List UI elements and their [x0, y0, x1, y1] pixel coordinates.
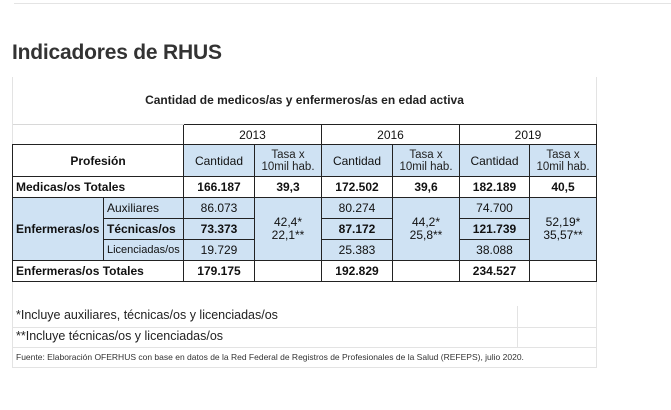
gridline — [12, 347, 597, 348]
rate-line1: Tasa x — [409, 148, 443, 161]
column-header-row — [13, 145, 597, 177]
enf-rate-line2: 22,1** — [271, 228, 305, 242]
enf-totals-label: Enfermeras/os Totales — [13, 261, 184, 282]
licenciadas-2016: 25.383 — [322, 240, 393, 261]
gridline — [12, 367, 597, 368]
year-2013: 2013 — [184, 125, 322, 145]
empty-cell — [393, 261, 460, 282]
enf-totals-2016: 192.829 — [322, 261, 393, 282]
empty-cell — [13, 125, 104, 145]
year-2016: 2016 — [322, 125, 460, 145]
header-rate-2013 — [255, 145, 322, 177]
enf-rate-2016 — [393, 198, 460, 261]
footnote-2: **Incluye técnicas/os y licenciadas/os — [16, 329, 224, 343]
header-count-2019: Cantidad — [460, 145, 530, 177]
year-2019: 2019 — [460, 125, 597, 145]
profession-header: Profesión — [13, 145, 184, 177]
header-count-2013: Cantidad — [184, 145, 255, 177]
enf-rate-line1: 52,19* — [545, 215, 581, 229]
source-note: Fuente: Elaboración OFERHUS con base en datos de la Red Federal de Registros de Profesionales de la Salud (REFEPS), julio 2020. — [16, 352, 524, 362]
table-title: Cantidad de medicos/as y enfermeros/as en edad activa — [145, 93, 464, 107]
tecnicas-2013: 73.373 — [184, 219, 255, 240]
rate-line1: Tasa x — [271, 148, 305, 161]
rate-line2: 10mil hab. — [399, 160, 453, 173]
medicos-count-2013: 166.187 — [184, 177, 255, 198]
enfermeras-totals-row — [13, 261, 597, 282]
enfermeras-label: Enfermeras/os — [13, 198, 104, 261]
enf-rate-line1: 42,4* — [273, 215, 303, 229]
enf-rate-line1: 44,2* — [411, 215, 441, 229]
medicos-count-2019: 182.189 — [460, 177, 530, 198]
tecnicas-2016: 87.172 — [322, 219, 393, 240]
top-divider — [14, 3, 671, 4]
enf-totals-2013: 179.175 — [184, 261, 255, 282]
gridline — [517, 306, 518, 348]
medicos-rate-2016: 39,6 — [393, 177, 460, 198]
enf-rate-line2: 25,8** — [409, 228, 443, 242]
page-title: Indicadores de RHUS — [12, 41, 222, 64]
tecnicas-2019: 121.739 — [460, 219, 530, 240]
subrow-label: Auxiliares — [104, 198, 184, 219]
enf-totals-2019: 234.527 — [460, 261, 530, 282]
rhus-table — [12, 124, 597, 282]
subrow-label: Técnicas/os — [104, 219, 184, 240]
licenciadas-2019: 38.088 — [460, 240, 530, 261]
gridline — [12, 327, 597, 328]
empty-cell — [104, 125, 184, 145]
empty-cell — [530, 261, 597, 282]
medicos-count-2016: 172.502 — [322, 177, 393, 198]
subrow-auxiliares — [13, 198, 597, 219]
year-header-row — [13, 125, 597, 145]
enf-rate-line2: 35,57** — [543, 228, 583, 242]
auxiliares-2016: 80.274 — [322, 198, 393, 219]
header-rate-2019 — [530, 145, 597, 177]
enf-rate-2013 — [255, 198, 322, 261]
auxiliares-2013: 86.073 — [184, 198, 255, 219]
rate-line2: 10mil hab. — [536, 160, 590, 173]
empty-cell — [255, 261, 322, 282]
rate-line1: Tasa x — [546, 148, 580, 161]
medicos-rate-2019: 40,5 — [530, 177, 597, 198]
licenciadas-2013: 19.729 — [184, 240, 255, 261]
enf-rate-2019 — [530, 198, 597, 261]
spreadsheet-image — [12, 77, 597, 368]
header-count-2016: Cantidad — [322, 145, 393, 177]
rate-line2: 10mil hab. — [261, 160, 315, 173]
subrow-label: Licenciadas/os — [104, 240, 184, 261]
footnote-1: *Incluye auxiliares, técnicas/os y licenciadas/os — [16, 308, 278, 322]
header-rate-2016 — [393, 145, 460, 177]
medicos-row — [13, 177, 597, 198]
medicos-label: Medicas/os Totales — [13, 177, 184, 198]
auxiliares-2019: 74.700 — [460, 198, 530, 219]
medicos-rate-2013: 39,3 — [255, 177, 322, 198]
